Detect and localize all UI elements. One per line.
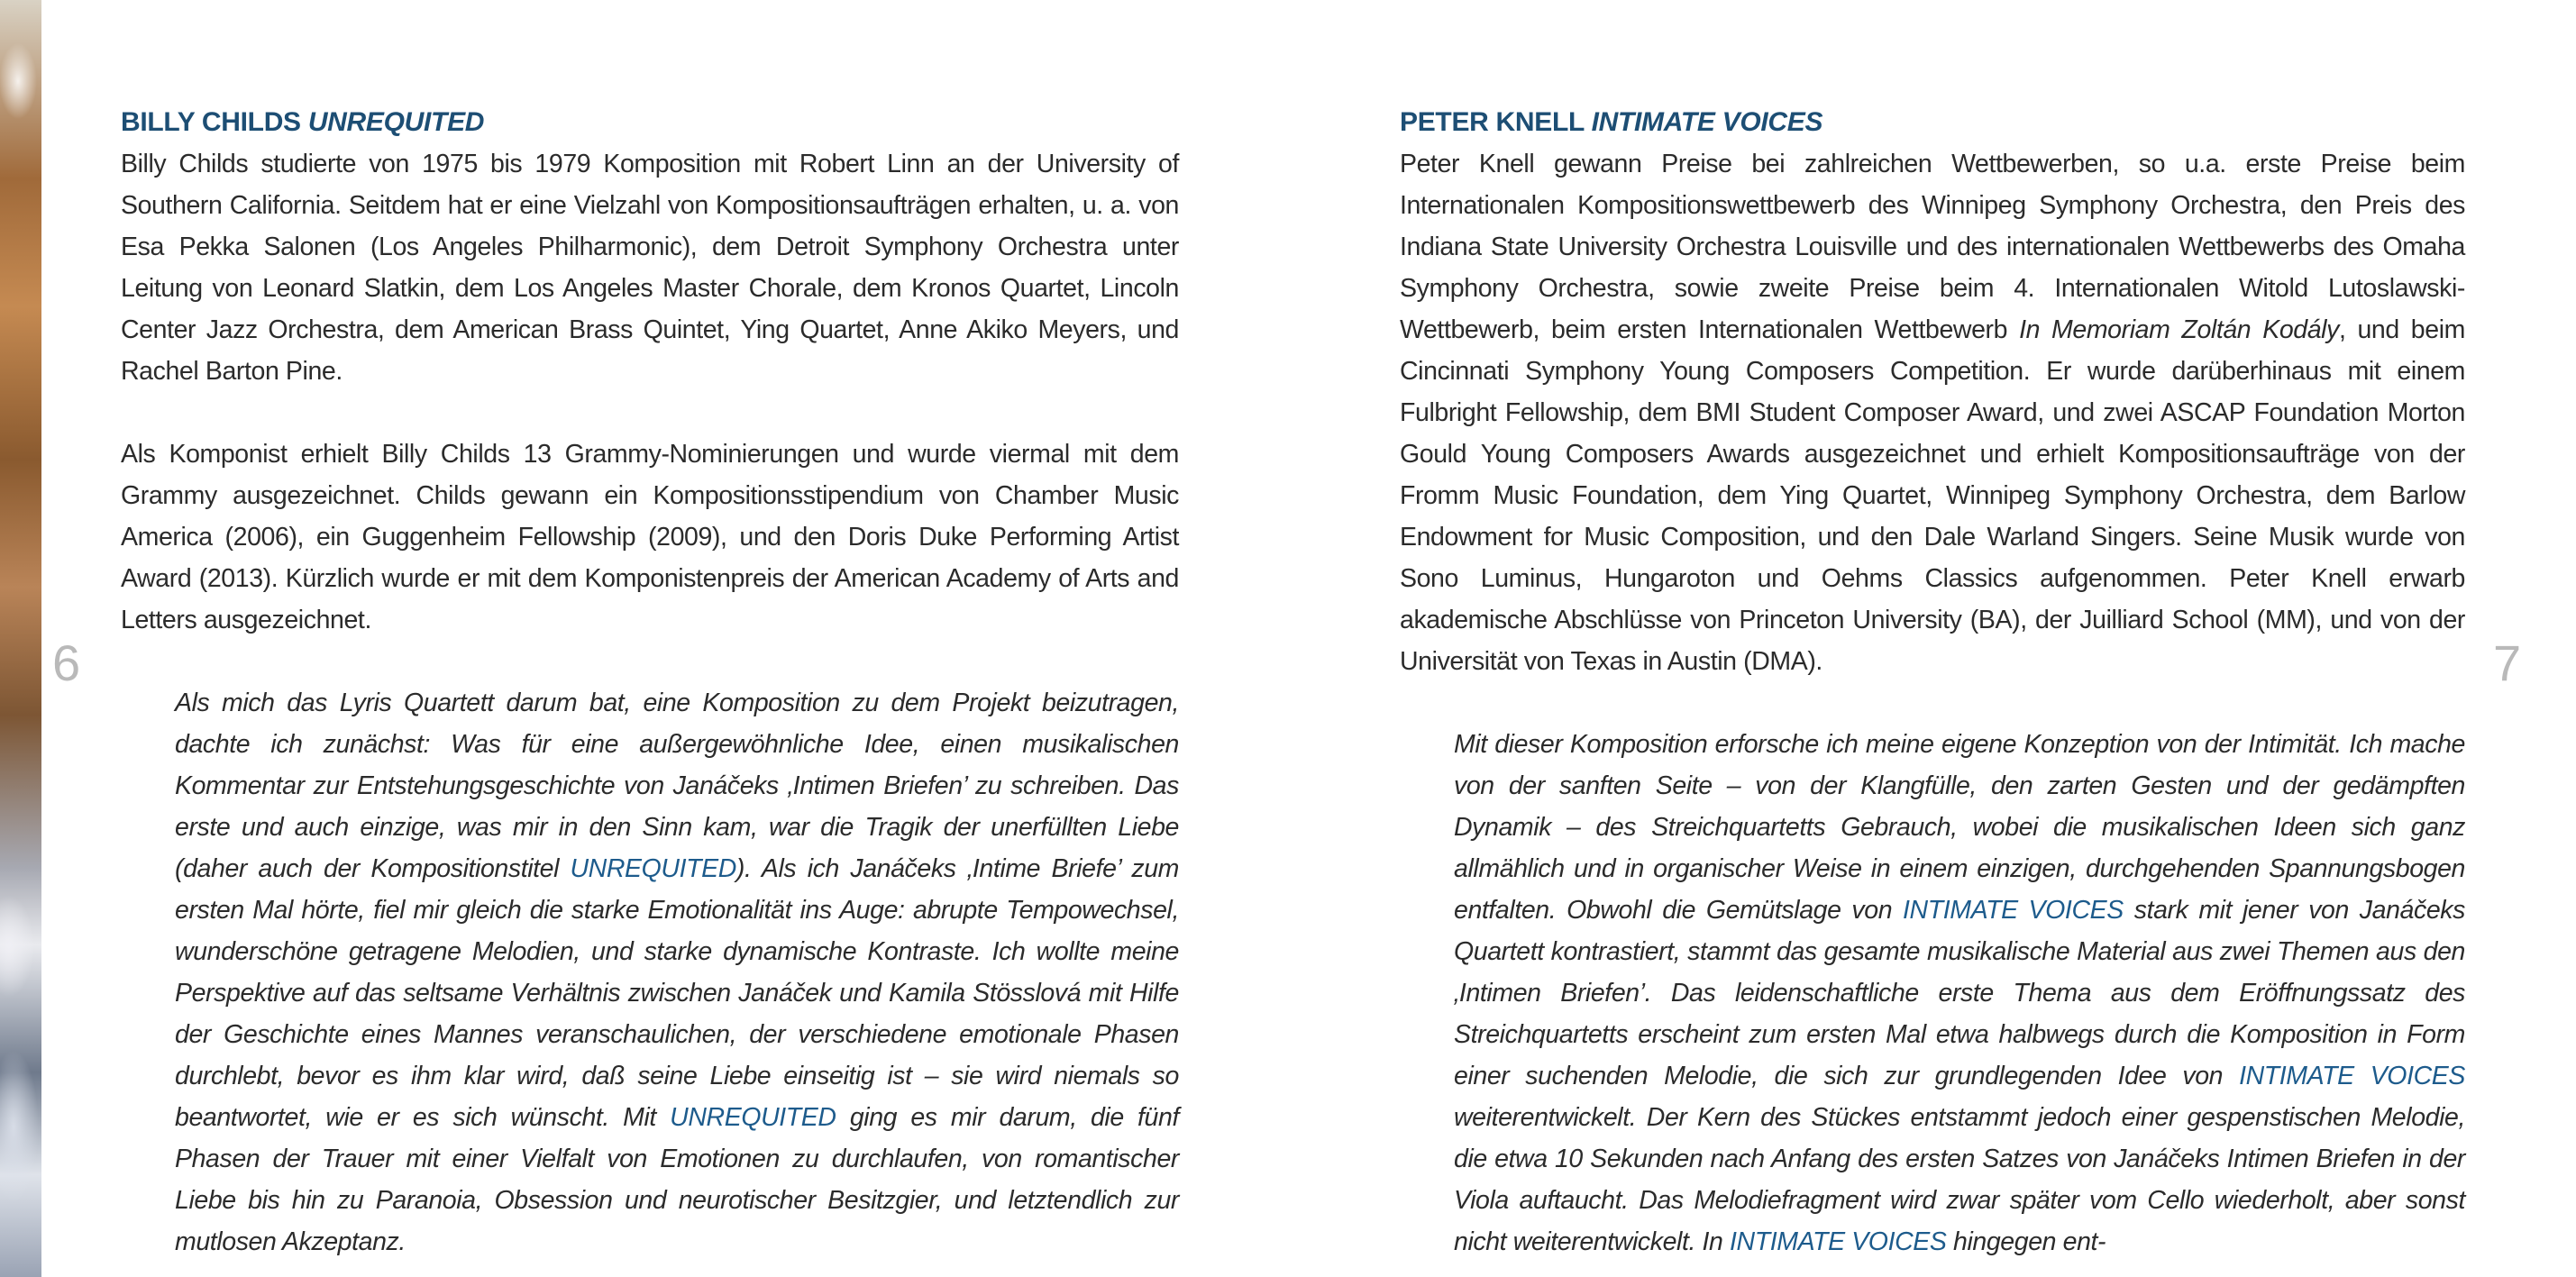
quote-work-title: UNREQUITED [670, 1103, 836, 1132]
cover-photo-strip [0, 0, 41, 1277]
bio-paragraph-2: Als Komponist erhielt Billy Childs 13 Grammy-Nominierungen und wurde viermal mit dem Grammy ausgezeichnet. Childs gewann ein Kompositionsstipendium von Chamber Music America (2006), ein Guggenheim Fellowship (2009), und den Doris Duke Performing Artist Award (2013). Kürzlich wurde er mit dem Komponistenpreis der American Academy of Arts and Letters ausgezeichnet. [121, 440, 1179, 634]
quote-text: hingegen ent- [1946, 1227, 2106, 1256]
quote-work-title: UNREQUITED [570, 854, 736, 883]
left-page [121, 102, 1179, 1263]
quote-text: ging es mir darum, die fünf Phasen der Trauer mit einer Vielfalt von Emotionen zu durchlaufen, von romantischer Liebe bis hin zu Paranoia, Obsession und neurotischer Besitzgier, und letztendlich zur mutlosen Akzeptanz. [175, 1103, 1179, 1256]
left-heading [121, 102, 1179, 143]
bio-paragraph-1: Billy Childs studierte von 1975 bis 1979 Komposition mit Robert Linn an der University of Southern California. Seitdem hat er eine Vielzahl von Kompositionsaufträgen erhalten, u. a. von Esa Pekka Salonen (Los Angeles Philharmonic), dem Detroit Symphony Orchestra unter Leitung von Leonard Slatkin, dem Los Angeles Master Chorale, dem Kronos Quartet, Lincoln Center Jazz Orchestra, dem American Brass Quintet, Ying Quartet, Anne Akiko Meyers, und Rachel Barton Pine. [121, 150, 1179, 386]
work-title: INTIMATE VOICES [1591, 107, 1823, 137]
quote-text: weiterentwickelt. Der Kern des Stückes entstammt jedoch einer gespenstischen Melodie, die etwa 10 Sekunden nach Anfang des ersten Satzes von Janáčeks Intimen Briefen in der Viola auftaucht. Das Melodiefragment wird zwar später vom Cello wiederholt, aber sonst nicht weiterentwickelt. In [1454, 1103, 2465, 1256]
work-title: UNREQUITED [307, 107, 485, 137]
quote-text: ). Als ich Janáčeks ‚Intime Briefe’ zum ersten Mal hörte, fiel mir gleich die starke Emotionalität ins Auge: abrupte Tempowechsel, wunderschöne getragene Melodien, und starke dynamische Kontraste. Ich wollte meine Perspektive auf das seltsame Verhältnis zwischen Janáček und Kamila Stösslová mit Hilfe der Geschichte eines Mannes veranschaulichen, der verschiedene emotionale Phasen durchlebt, bevor es ihm klar wird, daß seine Liebe einseitig ist – sie wird niemals so beantwortet, wie er es sich wünscht. Mit [175, 854, 1179, 1132]
quote-text: Als mich das Lyris Quartett darum bat, eine Komposition zu dem Projekt beizutragen, dachte ich zunächst: Was für eine außergewöhnliche Idee, einen musikalischen Kommentar zur Entstehungsgeschichte von Janáčeks ‚Intimen Briefen’ zu schreiben. Das erste und auch einzige, was mir in den Sinn kam, war die Tragik der unerfüllten Liebe (daher auch der Kompositionstitel [175, 689, 1179, 883]
composer-quote [175, 682, 1179, 1263]
composer-name: BILLY CHILDS [121, 107, 301, 137]
right-heading [1400, 102, 2465, 143]
bio-text: Peter Knell gewann Preise bei zahlreichen Wettbewerben, so u.a. erste Preise beim Internationalen Kompositionswettbewerb des Winnipeg Symphony Orchestra, den Preis des Indiana State University Orchestra Louisville und des internationalen Wettbewerbs des Omaha Symphony Orchestra, sowie zweite Preise beim 4. Internationalen Witold Lutoslawski-Wettbewerb, beim ersten Internationalen Wettbewerb [1400, 150, 2465, 344]
composer-name: PETER KNELL [1400, 107, 1585, 137]
competition-title: In Memoriam Zoltán Kodály [2019, 315, 2339, 344]
bio-text: , und beim Cincinnati Symphony Young Composers Competition. Er wurde darüberhinaus mit einem Fulbright Fellowship, dem BMI Student Composer Award, und zwei ASCAP Foundation Morton Gould Young Composers Awards ausgezeichnet und erhielt Kompositionsaufträge von der Fromm Music Foundation, dem Ying Quartet, Winnipeg Symphony Orchestra, dem Barlow Endowment for Music Composition, und den Dale Warland Singers. Seine Musik wurde von Sono Luminus, Hungaroton und Oehms Classics aufgenommen. Peter Knell erwarb akademische Abschlüsse von Princeton University (BA), der Juilliard School (MM), und von der Universität von Texas in Austin (DMA). [1400, 315, 2465, 676]
page-number-left: 6 [52, 634, 81, 691]
quote-text: Mit dieser Komposition erforsche ich meine eigene Konzeption von der Intimität. Ich mache von der sanften Seite – von der Klangfülle, den zarten Gesten und der gedämpften Dynamik – des Streichquartetts Gebrauch, wobei die musikalischen Ideen sich ganz allmählich und in organischer Weise in einem einzigen, durchgehenden Spannungsbogen entfalten. Obwohl die Gemütslage von [1454, 730, 2465, 925]
quote-work-title: INTIMATE VOICES [1730, 1227, 1947, 1256]
composer-quote [1454, 724, 2465, 1263]
quote-text: stark mit jener von Janáčeks Quartett kontrastiert, stammt das gesamte musikalische Material aus zwei Themen aus den ‚Intimen Briefen’. Das leidenschaftliche erste Thema aus dem Eröffnungssatz des Streichquartetts erscheint zum ersten Mal etwa halbwegs durch die Komposition in Form einer suchenden Melodie, die sich zur grundlegenden Idee von [1454, 896, 2466, 1090]
quote-work-title: INTIMATE VOICES [1903, 896, 2124, 925]
right-page [1400, 102, 2465, 1263]
bio-paragraph [1400, 143, 2465, 682]
page-number-right: 7 [2493, 634, 2522, 691]
quote-work-title: INTIMATE VOICES [2239, 1062, 2465, 1090]
